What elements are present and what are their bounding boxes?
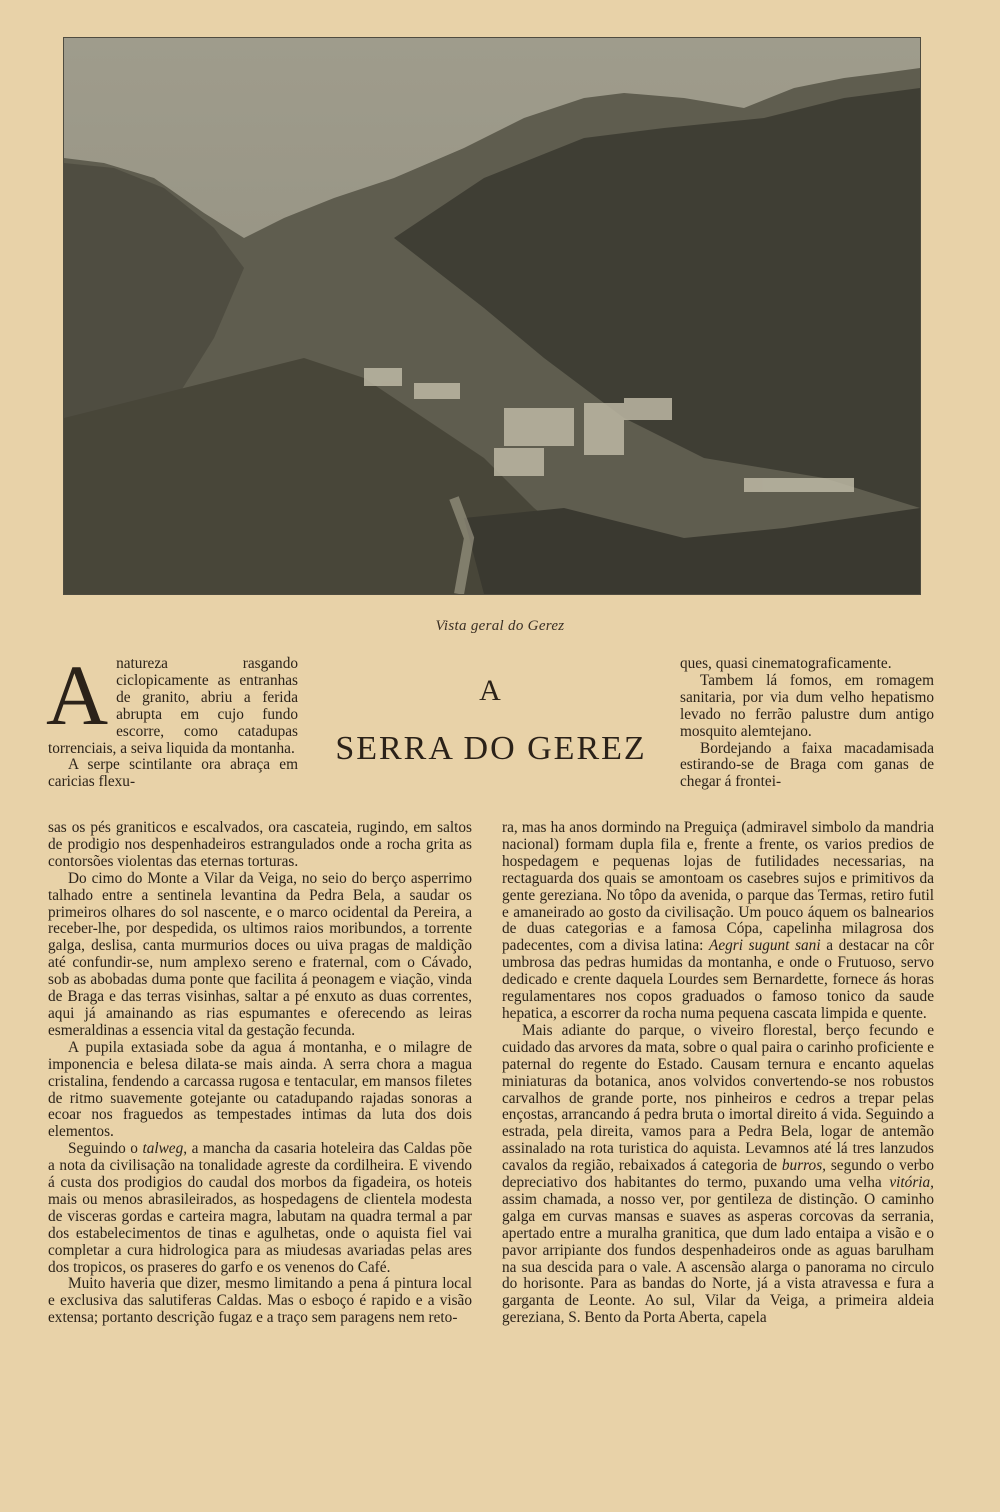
text-run: a destacar na côr umbrosa das pedras humidas da montanha, e onde o Frutuoso, servo dedicado e crente daquela Lourdes sem Bernardette, fornece ás horas regulamentares nos copos graduados o famoso tonico da saude hepatica, a escorrer da rocha numa pequena cascata limpida e quente. bbox=[502, 937, 934, 1022]
paragraph bbox=[48, 1141, 472, 1276]
text-run: assim chamada, a nosso ver, por gentileza de distinção. O caminho galga em curvas mansas e suaves as asperas corcovas da serrania, apertado entre a muralha granitica, que dum lado entaipa a visão e o pavor arripiante dos fundos despenhadeiros onde as aguas barulham na sua descida para o vale. A ascensão alarga o panorama no circulo do horisonte. Para as bandas do Norte, já a vista atravessa e fura a garganta de Leonte. Ao sul, Vilar da Veiga, a primeira aldeia gereziana, S. Bento da Porta Aberta, capela bbox=[502, 1190, 934, 1327]
paragraph: sas os pés graniticos e escalvados, ora cascateia, rugindo, em saltos de prodigio nos despenhadeiros estrangulados onde a rocha grita as contorsões violentas das eternas torturas. bbox=[48, 819, 472, 870]
text-run: ra, mas ha anos dormindo na Preguiça (admiravel simbolo da mandria nacional) formam dupla fila e, frente a frente, os varios predios de hospedagem e pequenas lojas de futilidades necessarias, na rectaguarda dos quais se amontoam os casebres sujos e primitivos da gente gereziana. No tôpo da avenida, o parque das Termas, retiro futil e amaneirado ao gosto da civilisação. Um pouco áquem os balnearios de duas categorias e a famosa Cópa, capelinha milagrosa dos padecentes, com a divisa latina: bbox=[502, 819, 934, 955]
landscape-photo bbox=[64, 38, 920, 594]
text-run: segundo o verbo depreciativo dos habitantes do termo, puxando uma velha bbox=[502, 1157, 935, 1192]
opening-paragraph bbox=[46, 647, 298, 757]
photo-caption: Vista geral do Gerez bbox=[435, 618, 565, 634]
italic-term: burros, bbox=[781, 1157, 826, 1175]
paragraph: Muito haveria que dizer, mesmo limitando a pena á pintura local e exclusiva das salutiferas Caldas. Mas o esboço é rapido e a visão extensa; portanto descrição fugaz e a traço sem paragens nem reto- bbox=[48, 1275, 472, 1327]
paragraph: A serpe scintilante ora abraça em caricias flexu- bbox=[48, 756, 298, 791]
title-line-1: A bbox=[479, 674, 503, 707]
title-line-2: SERRA DO GEREZ bbox=[335, 730, 647, 767]
paragraph: Tambem lá fomos, em romagem sanitaria, por via dum velho hepatismo levado no ferrão palustre dum antigo mosquito alemtejano. bbox=[680, 671, 934, 740]
text-run: , a mancha da casaria hoteleira das Caldas põe a nota da civilisação na tonalidade agreste da cordilheira. E vivendo á custa dos prodigios do caudal dos morbos da figadeira, os hoteis mais ou menos abrasileirados, as hospedagens de clientela modesta de visceras gordas e carteira magra, labutam na quadra termal a par dos estabelecimentos de tinas e agulhetas, onde o aquista fiel vai completar a cura hidrologica para as miudesas avariadas pelas ares dos tropicos, os praseres do garfo e os venenos do Café. bbox=[48, 1140, 472, 1276]
paragraph bbox=[502, 1023, 934, 1327]
italic-term: vitória, bbox=[889, 1174, 934, 1192]
paragraph: Bordejando a faixa macadamisada estirando-se de Braga com ganas de chegar á frontei- bbox=[680, 739, 934, 791]
drop-cap: A bbox=[46, 647, 109, 743]
paragraph: ques, quasi cinematograficamente. bbox=[680, 655, 892, 672]
text-run: Mais adiante do parque, o viveiro florestal, berço fecundo e cuidado das arvores da mata, sobre o qual paira o carinho proficiente e paternal do regente do Estado. Causam ternura e encanto aquelas miniaturas da botanica, anos volvidos convertendo-se nos robustos carvalhos de grande porte, nos pinheiros e cedros a trepar pelas ençostas, arrancando á pedra bruta o imortal direito á vida. Seguindo a estrada, pela direita, vamos para a Pedra Bela, logar de antemão assinalado na rota turistica do aquista. Levamnos até lá tres lanzudos cavalos da região, rebaixados á categoria de bbox=[502, 1021, 934, 1175]
paragraph: A pupila extasiada sobe da agua á montanha, e o milagre de imponencia e belesa dilata-se mais ainda. A serra chora a magua cristalina, fendendo a carcassa rugosa e tentacular, em mansos filetes de ritmo suavemente gotejante ou catadupando rajadas sonoras a ecoar nos fraguedos as tempestades intimas da luta dos dois elementos. bbox=[48, 1038, 472, 1141]
latin-motto: Aegri sugunt sani bbox=[709, 937, 821, 955]
text-run: Seguindo o bbox=[68, 1140, 143, 1158]
right-intro-column bbox=[680, 656, 934, 791]
paragraph bbox=[502, 820, 934, 1023]
article-title bbox=[318, 668, 664, 798]
left-intro-column bbox=[46, 647, 298, 791]
paragraph: Do cimo do Monte a Vilar da Veiga, no seio do berço asperrimo talhado entre a sentinela levantina da Pedra Bela, a saudar os primeiros olhares do sol nascente, e o marco ocidental da Pereira, a receber-lhe, por despedida, os ultimos raios moribundos, a torrente galga, deslisa, canta murmurios doces ou uiva pragas de maldição até confundir-se, num amplexo sereno e fraternal, com o Cávado, sob as abobadas duma ponte que facilita á peonagem e viação, vinda de Braga e das terras visinhas, saltar a pé enxuto as duas correntes, aqui já amainando as rias espumantes e oferecendo as leiras esmeraldinas a essencia vital da gestação fecunda. bbox=[48, 869, 472, 1039]
opening-text: natureza rasgando ciclopicamente as entranhas de granito, abriu a ferida abrupta em cujo fundo escorre, como catadupas torrenciais, a seiva liquida da montanha. bbox=[48, 655, 298, 757]
italic-term: talweg bbox=[142, 1140, 184, 1158]
right-column bbox=[502, 820, 934, 1327]
left-column bbox=[48, 820, 472, 1327]
